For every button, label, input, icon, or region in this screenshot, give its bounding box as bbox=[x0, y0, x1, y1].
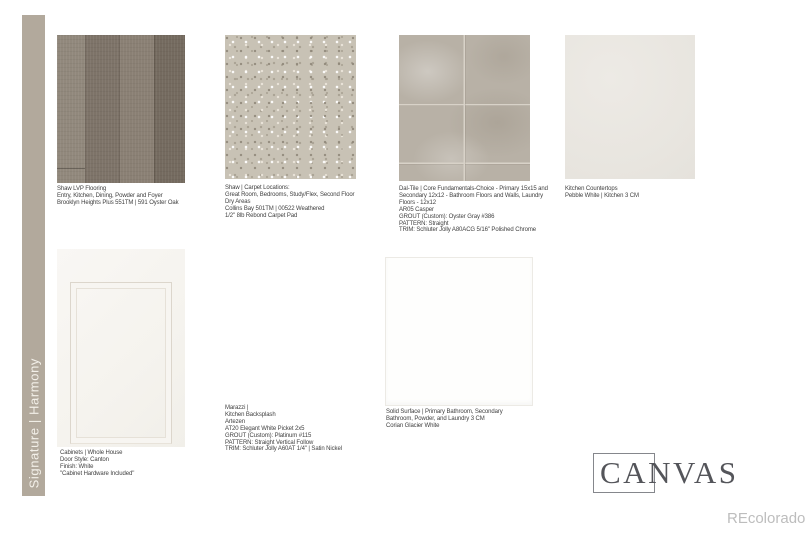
caption-line: Entry, Kitchen, Dining, Powder and Foyer bbox=[57, 192, 163, 199]
caption-line: Corian Glacier White bbox=[386, 422, 440, 429]
collection-title: Signature | Harmony bbox=[26, 357, 41, 488]
cabinets-caption bbox=[60, 450, 134, 478]
caption-line: Dry Areas bbox=[225, 198, 251, 205]
recolorado-watermark: REcolorado bbox=[727, 510, 806, 527]
flooring-caption bbox=[57, 186, 179, 207]
caption-line: Door Style: Canton bbox=[60, 456, 109, 463]
caption-line: Solid Surface | Primary Bathroom, Secondary bbox=[386, 409, 503, 415]
caption-line: GROUT (Custom): Oyster Gray #386 bbox=[399, 213, 495, 220]
caption-line: Collins Bay 501TM | 00522 Weathered bbox=[225, 205, 325, 212]
cabinet-panel-frame bbox=[70, 282, 172, 444]
canvas-logo bbox=[593, 452, 739, 494]
caption-line: Marazzi | bbox=[225, 405, 249, 411]
caption-line: Great Room, Bedrooms, Study/Flex, Second Floor bbox=[225, 191, 355, 198]
caption-line: PATTERN: Straight bbox=[399, 220, 449, 227]
collection-sidebar-bar bbox=[22, 15, 45, 496]
caption-line: TRIM: Schluter Jolly A60AT 1/4" | Satin Nickel bbox=[225, 446, 342, 453]
tile-caption bbox=[399, 186, 548, 234]
caption-line: Bathroom, Powder, and Laundry 3 CM bbox=[386, 415, 485, 422]
solid-surface-caption bbox=[386, 409, 503, 430]
backsplash-caption bbox=[225, 405, 342, 453]
cabinet-door-swatch bbox=[57, 249, 185, 447]
caption-line: Brooklyn Heights Plus 551TM | 591 Oyster Oak bbox=[57, 199, 179, 206]
caption-line: GROUT (Custom): Platinum #115 bbox=[225, 432, 312, 439]
caption-line: Kitchen Countertops bbox=[565, 186, 618, 192]
carpet-swatch bbox=[225, 35, 356, 179]
lvp-flooring-swatch bbox=[57, 35, 185, 183]
caption-line: Artezen bbox=[225, 418, 245, 425]
caption-line: Shaw | Carpet Locations: bbox=[225, 185, 290, 191]
caption-line: PATTERN: Straight Vertical Follow bbox=[225, 439, 314, 446]
countertop-caption bbox=[565, 186, 639, 200]
canvas-logo-text: CANVAS bbox=[600, 455, 739, 490]
caption-line: Dal-Tile | Core Fundamentals-Choice - Primary 15x15 and bbox=[399, 186, 548, 192]
caption-line: Shaw LVP Flooring bbox=[57, 186, 107, 192]
picket-tile-row bbox=[224, 338, 360, 400]
caption-line: Floors - 12x12 bbox=[399, 199, 436, 206]
caption-line: Pebble White | Kitchen 3 CM bbox=[565, 192, 639, 199]
caption-line: Secondary 12x12 - Bathroom Floors and Walls, Laundry bbox=[399, 192, 543, 199]
caption-line: AT20 Elegant White Picket 2x5 bbox=[225, 425, 305, 432]
caption-line: "Cabinet Hardware Included" bbox=[60, 470, 135, 477]
backsplash-swatch bbox=[224, 256, 360, 402]
caption-line: Finish: White bbox=[60, 463, 94, 470]
bathroom-tile-swatch bbox=[399, 35, 530, 181]
caption-line: Kitchen Backsplash bbox=[225, 411, 276, 418]
caption-line: Cabinets | Whole House bbox=[60, 450, 123, 456]
caption-line: TRIM: Schluter Jolly A80ACG 5/16" Polished Chrome bbox=[399, 227, 536, 234]
caption-line: AR05 Casper bbox=[399, 206, 434, 213]
countertop-swatch bbox=[565, 35, 695, 179]
solid-surface-swatch bbox=[385, 257, 533, 406]
carpet-caption bbox=[225, 185, 354, 220]
caption-line: 1/2" 8lb Rebond Carpet Pad bbox=[225, 212, 298, 219]
